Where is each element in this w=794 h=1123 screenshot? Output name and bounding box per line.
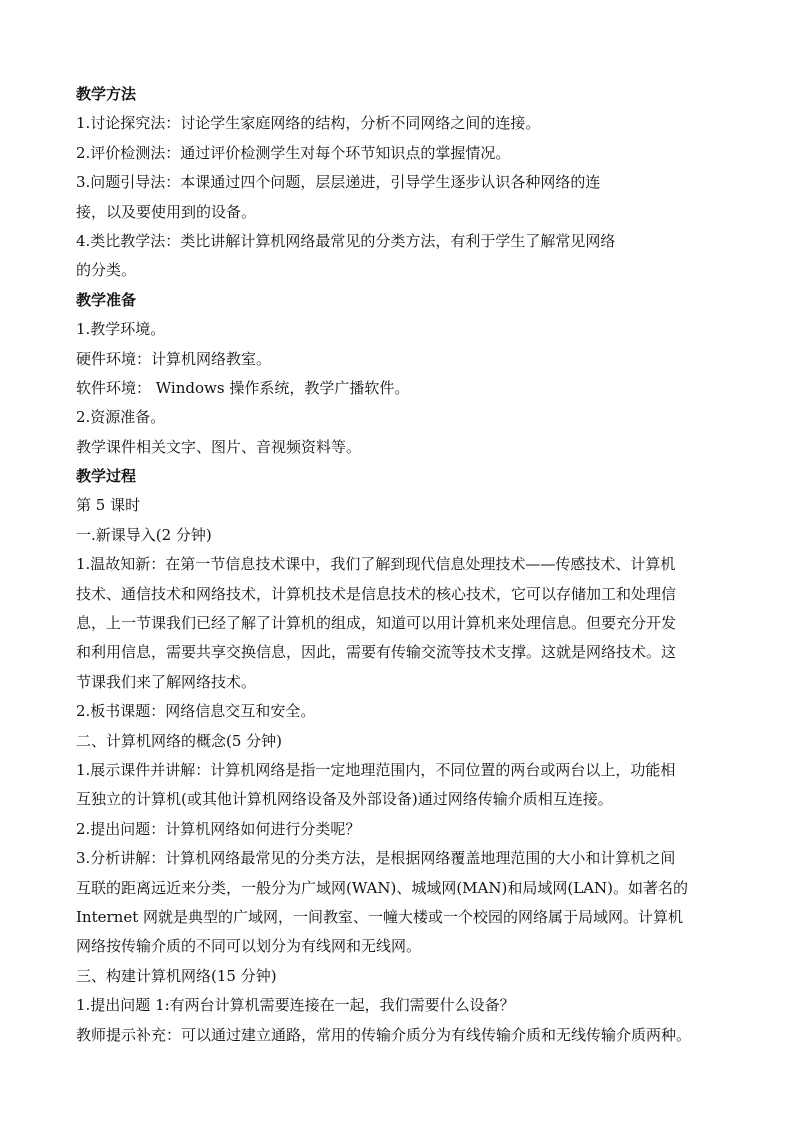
text-line: 1.展示课件并讲解：计算机网络是指一定地理范围内，不同位置的两台或两台以上，功能相 xyxy=(76,760,676,779)
text-line: 技术、通信技术和网络技术，计算机技术是信息技术的核心技术，它可以存储加工和处理信 xyxy=(76,584,677,603)
text-line: 教学课件相关文字、图片、音视频资料等。 xyxy=(76,437,362,456)
text-line: 互独立的计算机(或其他计算机网络设备及外部设备)通过网络传输介质相互连接。 xyxy=(76,790,613,809)
text-line: 息，上一节课我们已经了解了计算机的组成，知道可以用计算机来处理信息。但要充分开发 xyxy=(76,614,677,633)
text-line: 第 5 课时 xyxy=(76,496,141,515)
section-heading: 教学方法 xyxy=(76,85,137,103)
text-line: 的分类。 xyxy=(76,261,137,280)
text-line: 一.新课导入(2 分钟) xyxy=(76,525,212,544)
text-line: 三、构建计算机网络(15 分钟) xyxy=(76,966,277,985)
text-line: 网络按传输介质的不同可以划分为有线网和无线网。 xyxy=(76,937,422,956)
text-line: 1.讨论探究法：讨论学生家庭网络的结构，分析不同网络之间的连接。 xyxy=(76,114,541,133)
text-line: 2.评价检测法：通过评价检测学生对每个环节知识点的掌握情况。 xyxy=(76,143,511,162)
text-line: 软件环境： Windows 操作系统，教学广播软件。 xyxy=(76,378,410,397)
text-line: 1.温故知新：在第一节信息技术课中，我们了解到现代信息处理技术——传感技术、计算机 xyxy=(76,555,676,574)
section-heading: 教学过程 xyxy=(76,467,137,486)
text-line: 二、计算机网络的概念(5 分钟) xyxy=(76,731,283,750)
text-line: 硬件环境：计算机网络教室。 xyxy=(76,349,272,368)
text-line: 互联的距离远近来分类，一般分为广域网(WAN)、城域网(MAN)和局域网(LAN)。如著名的 xyxy=(76,878,688,897)
text-line: 1.提出问题 1:有两台计算机需要连接在一起，我们需要什么设备？ xyxy=(76,996,515,1015)
text-line: 节课我们来了解网络技术。 xyxy=(76,672,257,691)
text-line: 3.分析讲解：计算机网络最常见的分类方法，是根据网络覆盖地理范围的大小和计算机之间 xyxy=(76,849,676,868)
text-line: 1.教学环境。 xyxy=(76,320,166,339)
document-body xyxy=(76,80,736,1050)
text-line: 3.问题引导法：本课通过四个问题，层层递进，引导学生逐步认识各种网络的连 xyxy=(76,173,601,192)
text-line: 接，以及要使用到的设备。 xyxy=(76,202,257,221)
text-line: 2.提出问题：计算机网络如何进行分类呢？ xyxy=(76,819,361,838)
text-line: 2.板书课题：网络信息交互和安全。 xyxy=(76,702,316,721)
text-line: 和利用信息，需要共享交换信息，因此，需要有传输交流等技术支撑。这就是网络技术。这 xyxy=(76,643,677,662)
text-line: 4.类比教学法：类比讲解计算机网络最常见的分类方法，有利于学生了解常见网络 xyxy=(76,231,616,250)
text-line: 教师提示补充：可以通过建立通路，常用的传输介质分为有线传输介质和无线传输介质两种。 xyxy=(76,1025,692,1044)
text-line: Internet 网就是典型的广域网，一间教室、一幢大楼或一个校园的网络属于局域网。计算机 xyxy=(76,907,683,926)
text-line: 2.资源准备。 xyxy=(76,408,166,427)
section-heading: 教学准备 xyxy=(76,290,137,309)
